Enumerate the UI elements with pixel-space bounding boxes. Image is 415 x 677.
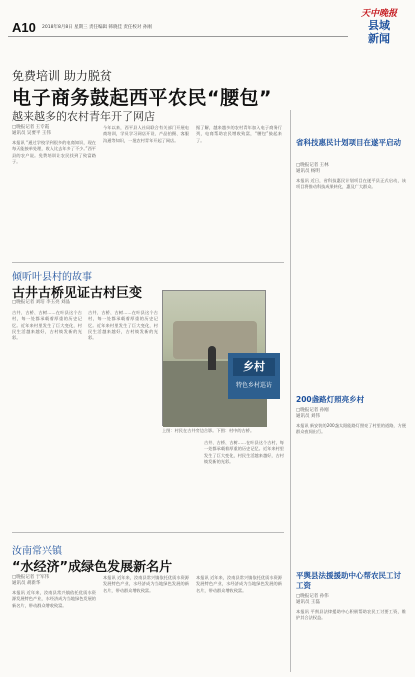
lead-column-2: 今年以来，西平县人社局联合有关部门开展电商培训，学员学习网店开设、产品拍摄、客服沟通等知识，一批农村青年开起了网店。	[103, 125, 189, 143]
brief1-byline: □晚报记者 王林 通讯员 杨明	[296, 163, 329, 174]
story2-headline: 古井古桥见证古村巨变	[12, 286, 143, 301]
brief3-text: 本报讯 平舆县法律援助中心积极帮助农民工讨要工资，维护其合法权益。	[296, 609, 406, 621]
section-divider	[12, 262, 284, 263]
page-number: A10	[12, 20, 36, 35]
story2-subtitle: 倾听叶县村的故事	[12, 272, 92, 283]
story3-byline: □晚报记者 于军伟 通讯员 胡新华	[12, 575, 50, 586]
photo-caption: 上图：村民在古井旁边合影。下图：村中的古桥。	[162, 428, 255, 433]
section-name-1: 县域	[368, 19, 390, 32]
newspaper-logo: 天中晚报	[360, 9, 397, 19]
section-name-2: 新闻	[368, 32, 390, 45]
stamp-label: 特色乡村巡访	[235, 382, 272, 389]
lead-kicker: 免费培训 助力脱贫	[12, 69, 112, 83]
stamp-badge: 乡村	[233, 358, 275, 376]
brief3-title: 平舆县法援援助中心帮农民工讨工资	[296, 571, 401, 590]
story2-byline: □晚报记者 刘培 李玉亮 刘晶	[12, 300, 71, 305]
brief1-title: 省科技惠民计划项目在遂平启动	[296, 138, 401, 147]
section-divider-2	[12, 532, 284, 533]
header-divider	[8, 36, 348, 37]
person-shape	[208, 346, 216, 370]
story3-column-3: 本报讯 近年来，汝南县常兴镇依托优质水资源发展特色产业，水经济成为当地绿色发展的新名片，带动群众增收致富。	[196, 575, 282, 593]
story2-column-3: 古井、古桥、古树……在叶县这个古村，每一处都承载着厚重的历史记忆。近年来村里发生了巨大变化，村民生活越来越好，古村焕发新的光彩。	[204, 440, 284, 464]
masthead	[353, 6, 405, 45]
brief1-text: 本报讯 近日，省科技惠民计划项目在遂平县正式启动，该项目将推动科技成果转化，惠及广大群众。	[296, 178, 406, 190]
story3-subtitle: 汝南常兴镇	[12, 546, 62, 557]
story3-headline: “水经济”成绿色发展新名片	[12, 560, 173, 575]
brief2-title: 200盏路灯照亮乡村	[296, 395, 365, 404]
story2-column-1: 古井、古桥、古树……在叶县这个古村，每一处都承载着厚重的历史记忆。近年来村里发生了巨大变化，村民生活越来越好，古村焕发新的光彩。	[12, 310, 82, 341]
lead-headline: 电子商务鼓起西平农民“腰包”	[12, 87, 272, 109]
date-line: 2018年8月8日 星期三 责任编辑 韩晓佳 责任校对 孙刚	[42, 25, 152, 30]
story3-column-1: 本报讯 近年来，汝南县常兴镇依托优质水资源发展特色产业，水经济成为当地绿色发展的新名片，带动群众增收致富。	[12, 590, 96, 608]
lead-column-1: 本报讯 “通过学校学到很多的电商知识，现在每天能接单处理，收入比去年多了不少。”西平县的农户说。免费培训让农民找到了致富路子。	[12, 140, 96, 164]
feature-stamp	[228, 353, 280, 399]
brief3-byline: □晚报记者 孙伟 通讯员 王磊	[296, 594, 329, 605]
brief2-byline: □晚报记者 孙刚 通讯员 刘伟	[296, 408, 329, 419]
brief2-text: 本报讯 新安装的200盏太阳能路灯照亮了村里的道路，方便群众夜间出行。	[296, 423, 406, 435]
story3-column-2: 本报讯 近年来，汝南县常兴镇依托优质水资源发展特色产业，水经济成为当地绿色发展的新名片，带动群众增收致富。	[103, 575, 189, 593]
lead-byline: □晚报记者 王专霞 通讯员 吴要平 王伟	[12, 125, 51, 136]
lead-subhead: 越来越多的农村青年开了网店	[12, 110, 155, 123]
story2-column-2: 古井、古桥、古树……在叶县这个古村，每一处都承载着厚重的历史记忆。近年来村里发生了巨大变化，村民生活越来越好，古村焕发新的光彩。	[88, 310, 158, 341]
lead-column-3: 据了解，越来越多的农村青年加入电子商务行列，电商帮助农民增收致富，“腰包”鼓起来了。	[196, 125, 282, 143]
column-divider	[290, 110, 291, 672]
page-header	[8, 6, 407, 62]
